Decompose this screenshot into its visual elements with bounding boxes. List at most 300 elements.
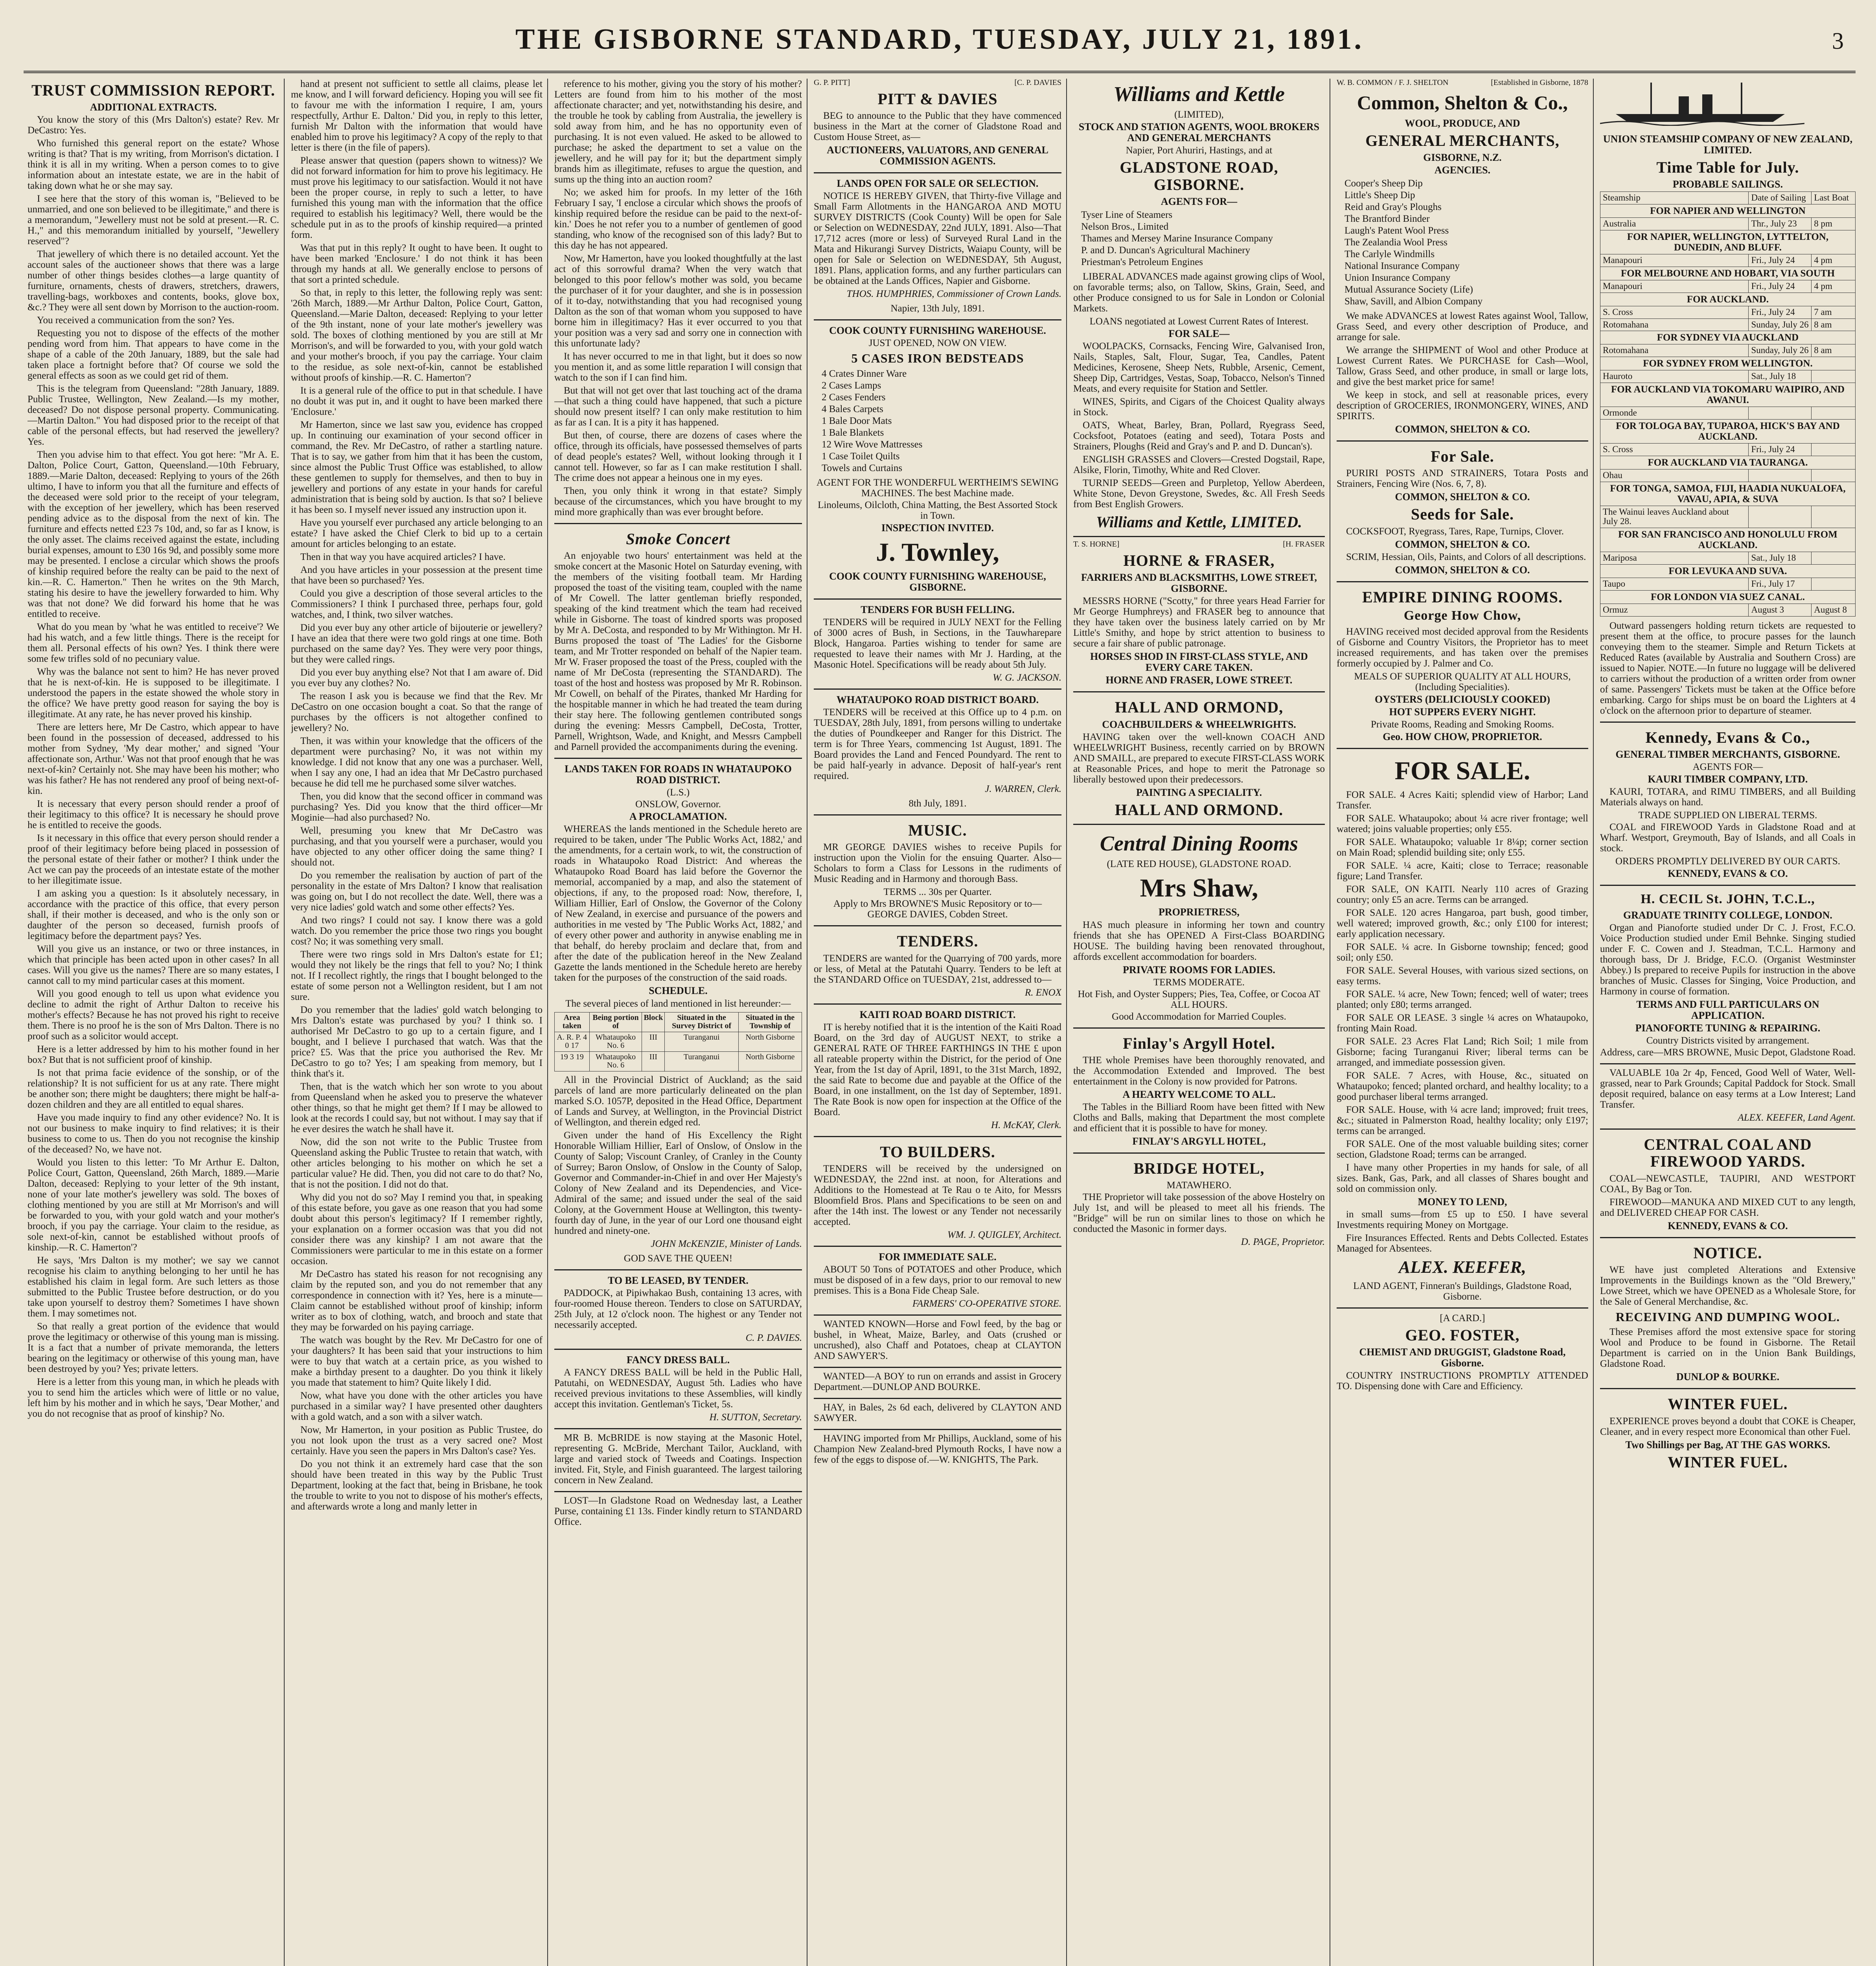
sale-item: FOR SALE. Whataupoko; about ¼ acre river frontage; well watered; joins valuable properties; only £55. [1337, 813, 1588, 835]
paragraph: Do you remember the realisation by auction of part of the personality in the estate of Mrs Dalton? I know that realisation was going on, but I do not recollect the date. Well, there was a very nice ladies' gold watch and some other effects? Yes. [291, 870, 543, 913]
townley-title: J. Townley, [876, 538, 999, 567]
sailing-cell [1812, 443, 1856, 456]
lands-seal: (L.S.) [666, 787, 690, 798]
paragraph: Did you ever buy any other article of bijouterie or jewellery? I have an idea that there were two gold rings at one time. Both purchased on the same day? Yes. They were very poor things, but they were called rings. [291, 622, 543, 665]
fa-welcome: A HEARTY WELCOME TO ALL. [1122, 1088, 1276, 1100]
route-name: FOR SYDNEY FROM WELLINGTON. [1600, 357, 1856, 370]
list-item: 4 Bales Carpets [822, 403, 883, 414]
sale-item: FOR SALE. One of the most valuable building sites; corner section, Gladstone Road; terms can be arranged. [1337, 1139, 1588, 1160]
tenders-text: TENDERS are wanted for the Quarrying of 700 yards, more or less, of Metal at the Patutahi Quarry. Tenders to be left at the STANDARD Office on TUESDAY, 21st, addressed to— [814, 953, 1061, 985]
schedule-table [554, 1012, 802, 1072]
ke-footer: KENNEDY, EVANS & CO. [1668, 868, 1788, 880]
cd-private: PRIVATE ROOMS FOR LADIES. [1123, 964, 1275, 976]
mcbride-ad: MR B. McBRIDE is now staying at the Masonic Hotel, representing G. McBride, Merchant Tailor, Auckland, with large and varied stock of Tweeds and Coatings. Inspection invited. Fit, Style, and Finish guaranteed. The largest tailoring concern in New Zealand. [554, 1432, 802, 1486]
article-body [28, 114, 279, 1419]
paragraph: There were two rings sold in Mrs Dalton's estate for £1; would they not likely be the rings that fell to you? No; I think not. If I recollect rightly, the rings that I bought belonged to the estate of some person not a Wellington resident, but I am not sure. [291, 949, 543, 1002]
wk-agent-list [1081, 210, 1325, 267]
route-heading-row [1600, 383, 1856, 407]
ed-suppers: HOT SUPPERS EVERY NIGHT. [1389, 706, 1536, 718]
schedule-header: Situated in the Township of [738, 1012, 802, 1032]
pitt-header-right: [C. P. DAVIES [1014, 79, 1061, 87]
sailing-cell: Fri., July 24 [1749, 306, 1812, 318]
lost-notice: LOST—In Gladstone Road on Wednesday last, a Leather Purse, containing £1 13s. Finder kindly return to STANDARD Office. [554, 1495, 802, 1528]
wk-loans: LOANS negotiated at Lowest Current Rates of Interest. [1089, 316, 1309, 327]
schedule-cell: North Gisborne [738, 1051, 802, 1071]
paragraph: Then, that is the watch which her son wrote to you about from Queensland when he asked you to preserve the whatever other things, so that he might get them? If I may be allowed to look at the records I could say, but not without. I may say that if he ever desires the watch he shall have it. [291, 1081, 543, 1134]
route-name: FOR TOLOGA BAY, TUPAROA, HICK'S BAY AND AUCKLAND. [1600, 419, 1856, 443]
paragraph: Then in that way you have acquired articles? I have. [300, 552, 506, 562]
sailing-cell: S. Cross [1600, 306, 1749, 318]
cs-title: Common, Shelton & Co., [1357, 91, 1568, 114]
steamship-icon [1600, 79, 1804, 126]
paragraph: I am asking you a question: Is it absolutely necessary, in accordance with the practice of this office, that every person shall, if their mother is deceased, and who is the only son or daughter of the person so deceased, furnish proofs of legitimacy before the department pays? Yes. [28, 888, 279, 942]
ke-trade: TRADE SUPPLIED ON LIBERAL TERMS. [1638, 810, 1817, 821]
god-save-queen: GOD SAVE THE QUEEN! [623, 1253, 733, 1264]
lands-open-signature: THOS. HUMPHRIES, Commissioner of Crown Lands. [846, 289, 1061, 300]
scrim-footer: COMMON, SHELTON & CO. [1395, 564, 1530, 576]
cs-shipment: We arrange the SHIPMENT of Wool and other Produce at Lowest Current Rates. We PURCHASE for Cash—Wool, Tallow, Grass Seed, and other produce, in small or large lots, and give the best market price for same! [1337, 345, 1588, 388]
sailing-cell: Hauroto [1600, 370, 1749, 383]
newspaper-title: THE GISBORNE STANDARD, TUESDAY, JULY 21, 1891. [515, 23, 1364, 55]
paragraph: He says, 'Mrs Dalton is my mother'; we say we cannot recognise his claim to anything belonging to her until he has established his claim in legal form. Are such letters as those submitted to the Public Trustee before destruction, or do you take upon yourself to destroy them? Sometimes I have shown them. I may sometimes not. [28, 1255, 279, 1319]
sailing-cell: Manapouri [1600, 280, 1749, 293]
wk-woolpacks: WOOLPACKS, Cornsacks, Fencing Wire, Galvanised Iron, Nails, Staples, Salt, Flour, Sugar, Tea, Candles, Patent Medicines, Kerosene, Sheep Nets, Rubble, Arsenic, Cement, Sheep Dip, Cartridges, Vestas, Soap, Tobacco, Nelson's Tinned Meats, and every requisite for Station and Settler. [1073, 341, 1325, 394]
pitt-header-left: G. P. PITT] [814, 79, 850, 87]
ed-private: Private Rooms, Reading and Smoking Rooms. [1371, 719, 1554, 730]
winter-fuel-price: Two Shillings per Bag, AT THE GAS WORKS. [1625, 1439, 1830, 1451]
wk-advances: LIBERAL ADVANCES made against growing clips of Wool, on favorable terms; also, on Tallow, Skins, Grain, Seed, and other Produce consigned to us for Sale in London or Colonial Markets. [1073, 271, 1325, 314]
valuable-signature: ALEX. KEEFER, Land Agent. [1738, 1112, 1856, 1123]
cc-title: CENTRAL COAL AND FIREWOOD YARDS. [1644, 1136, 1812, 1171]
paragraph: Would you listen to this letter: 'To Mr Arthur E. Dalton, Police Court, Gatton, Queensland, 26th March, 1889.—Marie Dalton, deceased: Replying to your letter of the 9th instant, none of your late mother's jewellery was sold. The boxes of clothing mentioned by you are still at Mr Morrison's and will be forwarded to you, with your gold watch and your mother's brooch, if you pay the carriage. Your claim to the residue, as sole next-of-kin, cannot be established without proofs of kinship.—R. C. Hamerton'? [28, 1157, 279, 1253]
paragraph: Do you not think it an extremely hard case that the son should have been treated in this way by the Public Trust Department, looking at the fact that, being in Brisbane, he took the trouble to write to you not to dispose of his mother's effects, and afterwards wrote a long and manly letter in [291, 1459, 543, 1512]
paragraph: This is the telegram from Queensland: "28th January, 1889. Public Trustee, Wellington, New Zealand.—Is my mother, deceased? Do not dispose personal property. Communicating.—Martin Dalton." You had disposed prior to the receipt of that cable of the personal effects, but had reserved the jewellery? Yes. [28, 383, 279, 447]
paragraph: Here is a letter from this young man, in which he pleads with you to send him the articles which were of little or no value, left him by his mother and in which he says, 'Dear Mother,' and you do not recognise that as proof of kinship? No. [28, 1377, 279, 1419]
lands-open-date: Napier, 13th July, 1891. [890, 303, 985, 314]
wk-locations: Napier, Port Ahuriri, Hastings, and at [1126, 145, 1273, 156]
sale-item: FOR SALE. ¼ acre. In Gisborne township; fenced; good soil; only £50. [1337, 942, 1588, 963]
sailing-cell [1812, 552, 1856, 565]
page-number: 3 [1832, 28, 1844, 54]
column-4 [814, 79, 1061, 1966]
table-row [1600, 280, 1856, 293]
hf-subtitle: FARRIERS AND BLACKSMITHS, LOWE STREET, GISBORNE. [1081, 571, 1317, 595]
list-item: National Insurance Company [1344, 261, 1460, 272]
concert-text: An enjoyable two hours' entertainment was held at the smoke concert at the Masonic Hotel on Saturday evening, with the members of the visiting football team. Mr Harding proposed the toast of the visiting team, coupled with the name of Mr Cowell. The latter gentleman briefly responded, speaking of the kind treatment which the team had received while in Gisborne. The toast of kindred sports was proposed by Mr A. DeCosta, and responded to by Mr Withington. Mr H. Burns proposed the toast of 'The Ladies' for the Gisborne team, and Mr Trotter responded on behalf of the Napier team. Mr W. Fraser proposed the toast of the Press, coupled with the name of Mr DeCosta (representing the STANDARD). The toast of the host and hostess was proposed by Mr R. Robinson. Mr Cowell, on behalf of the Pirates, thanked Mr Harding for the hospitable manner in which he had treated the team during their stay here. The following gentlemen contributed songs during the evening: Messrs Campbell, DeCosta, Trotter, Parnell, Wrightson, Wade, and Knight, and Messrs Campbell and Parnell provided the accompaniments during the evening. [554, 550, 802, 753]
sale-more: I have many other Properties in my hands for sale, of all sizes. Bank, Gas, Park, and all classes of Shares bought and sold on commission only. [1337, 1162, 1588, 1195]
paragraph: But then, of course, there are dozens of cases where the office, through its officials, have possessed themselves of parts of dead people's estates? Well, without looking through it I cannot tell. However, so far as I can make restitution I shall. The crime does not appear a heinous one in my eyes. [554, 430, 802, 483]
route-heading-row [1600, 456, 1856, 469]
paragraph: The reason I ask you is because we find that the Rev. Mr DeCastro on one occasion bought a coat. So that the range of purchases by the officers is not altogether confined to jewellery? No. [291, 691, 543, 733]
column-5 [1073, 79, 1325, 1966]
ho-title: HALL AND ORMOND, [1115, 698, 1284, 716]
sailing-cell: Sunday, July 26 [1749, 344, 1812, 357]
lands-open-text: NOTICE IS HEREBY GIVEN, that Thirty-five Village and Small Farm Allotments in the HANGAROA AND MOTU SURVEY DISTRICTS (Cook County) Will be open for Sale or Selection on WEDNESDAY, 22nd JULY, 1891. Also—That 17,712 acres (more or less) of Surveyed Rural Land in the Mata and Hikurangi Survey Districts, Waiapu County, will be open for Sale or Selection on WEDNESDAY, 5th August, 1891. Plans, application forms, and any further particulars can be obtained at the Lands Offices, Napier and Gisborne. [814, 191, 1061, 287]
wk-limited: (LIMITED), [1174, 109, 1224, 120]
table-row [1600, 306, 1856, 318]
lands-open-title: LANDS OPEN FOR SALE OR SELECTION. [837, 177, 1039, 189]
list-item: Little's Sheep Dip [1344, 190, 1415, 201]
list-item: Shaw, Savill, and Albion Company [1344, 296, 1483, 307]
sailing-cell: 8 pm [1812, 218, 1856, 230]
sailing-cell: Sat., July 18 [1749, 370, 1812, 383]
paragraph: Now, Mr Hamerton, in your position as Public Trustee, do you not look upon the trust as a very sacred one? Most certainly. Have you seen the papers in Mrs Dalton's case? Yes. [291, 1425, 543, 1456]
lands-title: LANDS TAKEN FOR ROADS IN WHATAUPOKO ROAD DISTRICT. [565, 763, 792, 786]
route-name: FOR TONGA, SAMOA, FIJI, HAADIA NUKUALOFA, VAVAU, APIA, & SUVA [1600, 482, 1856, 506]
for-sale-title: FOR SALE. [1394, 756, 1530, 785]
timetable-title: Time Table for July. [1656, 158, 1799, 177]
sailing-cell: Mariposa [1600, 552, 1749, 565]
column-rule [1593, 79, 1594, 1966]
table-row [1600, 218, 1856, 230]
column-rule [284, 79, 285, 1966]
route-heading-row [1600, 267, 1856, 280]
paragraph: You received a communication from the son? Yes. [37, 315, 235, 326]
scrim-text: SCRIM, Hessian, Oils, Paints, and Colors of all descriptions. [1346, 551, 1586, 562]
kaiti-text: IT is hereby notified that it is the intention of the Kaiti Road Board, on the 3rd day of AUGUST NEXT, to strike a GENERAL RATE OF THREE FARTHINGS IN THE £ upon all rateable property within the District, for the period of One Year, from the 1st day of April, 1891, to the 31st March, 1892, the said Rate to become due and payable at the Office of the Board, in one installment, on the 1st day of September, 1891. The Rate Book is now open for inspection at the Office of the Board. [814, 1022, 1061, 1117]
wool-signature: DUNLOP & BOURKE. [1676, 1371, 1780, 1383]
schedule-header: Block [642, 1012, 665, 1032]
article-body-continued [291, 79, 543, 1512]
sale-item: FOR SALE. 4 Acres Kaiti; splendid view of Harbor; Land Transfer. [1337, 790, 1588, 811]
sale-item: FOR SALE. 7 Acres, with House, &c., situated on Whataupoko; fenced; planted orchard, and healthy locality; to a good purchaser liberal terms arranged. [1337, 1070, 1588, 1103]
sailing-cell: 8 am [1812, 318, 1856, 331]
table-row [1600, 407, 1856, 420]
money-title: MONEY TO LEND, [1418, 1196, 1507, 1208]
route-heading-row [1600, 204, 1856, 218]
paragraph: Did you ever buy anything else? Not that I am aware of. Did you ever buy any clothes? No. [291, 667, 543, 688]
paragraph: Who furnished this general report on the estate? Whose writing is that? That is my writing, from Morrison's dictation. I think it is all in my writing. When a person comes to to give information about an intestate estate, we are in the habit of taking down what he or she may say. [28, 138, 279, 191]
paragraph: It is necessary that every person should render a proof of their legitimacy to this office? It is necessary he should prove he is entitled to receive the goods. [28, 799, 279, 831]
table-row [1600, 254, 1856, 267]
route-heading-row [1600, 230, 1856, 254]
hf-text: MESSRS HORNE ("Scotty," for three years Head Farrier for Mr George Humphreys) and FRASER beg to announce that they have taken over the business lately carried on by Mr Little's Smithy, and hope by strict attention to business to secure a fair share of public patronage. [1073, 596, 1325, 649]
list-item: 2 Cases Fenders [822, 392, 886, 403]
whataupoko-date: 8th July, 1891. [909, 798, 967, 809]
paragraph: That jewellery of which there is no detailed account. Yet the account sales of the auctioneer shows that there was a large number of other things besides clothes—a large quantity of furniture, ornaments, chests of drawers, stretchers, drawers, travelling-bags, workboxes and contents, books, glove box, &c.? They were all sent down by Morrison to the auction-room. [28, 249, 279, 313]
ed-text: HAVING received most decided approval from the Residents of Gisborne and Country Visitors, the Proprietor has to meet increased requirements, and has taken over the premises formerly occupied by J. Palmer and Co. [1337, 626, 1588, 669]
paragraph: Then you advise him to that effect. You got here: "Mr A. E. Dalton, Police Court, Gatton, Queensland.—10th February, 1889.—Marie Dalton, deceased: Replying to yours of the 26th ultimo, I have to inform you that all the furniture and effects of the deceased were sold prior to the receipt of your telegram, with the exception of her jewellery, which has been reserved pending advice as to the disposal from the next of kin. The furniture and effects netted £23 7s 10d, and, so far as I know, is the only asset. The claims received against the estate, including burial expenses, amount to £30 16s 9d, and possibly some more may be presented. I enclose a circular which shows the proofs of kinship required before the realty can be paid to the next of kin.—R. C. Hamerton." Then he writes on the 9th March, stating his desire to have the jewellery forwarded to him. Why was that not done? We did forward his home that he was entitled to receive. [28, 449, 279, 620]
paragraph: Mr DeCastro has stated his reason for not recognising any claim by the reputed son, and you do not remember that any correspondence in connection with it? Yes, here is a minute—Claim cannot be established without proof of kinship; inform writer as to box of clothing, watch, and brooch and state that they may be forwarded on his paying carriage. [291, 1269, 543, 1333]
sailing-cell: Fri., July 24 [1749, 443, 1812, 456]
fa-text: THE whole Premises have been thoroughly renovated, and the Accommodation Extended and Improved. The best entertainment in the Colony is now provided for Patrons. [1073, 1055, 1325, 1087]
ke-agents: AGENTS FOR— [1692, 761, 1763, 772]
sailing-cell [1749, 407, 1812, 420]
sale-item: FOR SALE. Several Houses, with various sized sections, on easy terms. [1337, 965, 1588, 987]
cc-text: COAL—NEWCASTLE, TAUPIRI, AND WESTPORT COAL, By Bag or Ton. [1600, 1173, 1856, 1195]
ke-text: KAURI, TOTARA, and RIMU TIMBERS, and all Building Materials always on hand. [1600, 786, 1856, 808]
lands-governor: ONSLOW, Governor. [635, 799, 721, 810]
sale-item: FOR SALE. 23 Acres Flat Land; Rich Soil; 1 mile from Gisborne; facing Turanganui River; liberal terms can be arranged, and immediate possession given. [1337, 1036, 1588, 1068]
paragraph: Please answer that question (papers shown to witness)? We did not forward information for him to prove his legitimacy. He must prove his legitimacy to our satisfaction. Would it not have been the proper course, in reply to such a letter, to have furnished this young man with the information that the office required to establish his legitimacy? Well, there would be the schedule put in as to the proofs of kinship required—a printed form. [291, 155, 543, 240]
money-text: in small sums—from £5 up to £50. I have several Investments requiring Money on Mortgage. [1337, 1209, 1588, 1231]
bush-signature: W. G. JACKSON. [993, 672, 1061, 683]
music-terms: TERMS ... 30s per Quarter. [883, 887, 992, 898]
hf-title: HORNE & FRASER, [1123, 551, 1275, 569]
paragraph: hand at present not sufficient to settle all claims, please let me know, and I will forward deficiency. Hoping you will see fit to favour me with the information I require, I am, yours respectfully, Arthur E. Dalton.' Did you, in reply to this letter, furnish Mr Dalton with the information that would have enabled him to prove his legitimacy? A copy of the reply to that letter is there (in the file of papers). [291, 79, 543, 153]
sailings-header: Last Boat [1812, 192, 1856, 204]
hay-notice: HAY, in Bales, 2s 6d each, delivered by CLAYTON AND SAWYER. [814, 1402, 1061, 1424]
lands-signature: JOHN McKENZIE, Minister of Lands. [651, 1239, 802, 1250]
cs-header-left: W. B. COMMON / F. J. SHELTON [1337, 79, 1449, 87]
sailing-cell [1749, 469, 1812, 482]
music-text: MR GEORGE DAVIES wishes to receive Pupils for instruction upon the Violin for the ensuing Quarter. Also—Scholars to form a Class for Lessons in the rudiments of Music Reading and in Harmony and thorough Bass. [814, 842, 1061, 885]
keefer-subtitle: LAND AGENT, Finneran's Buildings, Gladstone Road, Gisborne. [1353, 1280, 1572, 1302]
sailing-cell [1812, 370, 1856, 383]
paragraph: Now, did the son not write to the Public Trustee from Queensland asking the Public Trustee to retain that watch, with other articles belonging to his mother on which he set a particular value? He did. Then, you did not care to do that? No, that is not the position. I did not do that. [291, 1137, 543, 1190]
timetable-subtitle: PROBABLE SAILINGS. [1672, 179, 1783, 190]
hc-subtitle: GRADUATE TRINITY COLLEGE, LONDON. [1623, 909, 1832, 921]
list-item: 1 Bale Door Mats [822, 415, 892, 426]
sailing-cell: August 3 [1749, 604, 1812, 616]
music-title: MUSIC. [908, 821, 967, 839]
schedule-header: Area taken [555, 1012, 590, 1032]
list-item: Mutual Assurance Society (Life) [1344, 284, 1473, 295]
wk-title: Williams and Kettle [1113, 82, 1285, 106]
list-item: Priestman's Petroleum Engines [1081, 256, 1203, 267]
whataupoko-signature: J. WARREN, Clerk. [985, 784, 1061, 795]
paragraph: Well, presuming you knew that Mr DeCastro was purchasing, and that you yourself were a purchaser, would you have objected to any other officer doing the same thing? I should not. [291, 825, 543, 868]
cook-lino: Linoleums, Oilcloth, China Matting, the Best Assorted Stock in Town. [818, 499, 1058, 521]
hf-footer: HORNE AND FRASER, LOWE STREET. [1105, 674, 1293, 686]
route-heading-row [1600, 419, 1856, 443]
cd-text: HAS much pleasure in informing her town and country friends that she has OPENED A First-Class BOARDING HOUSE. The building having been renovated throughout, affords excellent accommodation for boarders. [1073, 919, 1325, 962]
cs-agency-list [1344, 178, 1588, 307]
winter-fuel-title: WINTER FUEL. [1668, 1395, 1788, 1413]
paragraph: reference to his mother, giving you the story of his mother? Letters are found from him to his mother of the most affectionate character; and yet, notwithstanding his desire, and the trouble he took by cabling from Australia, the jewellery is sold away from him, and he has no opportunity even of purchasing. It is not even valued. He asked to be allowed to purchase; he asked the department to set a value on the jewellery, and he will pay for it; but the department simply brands him as illegitimate, refuses to argue the question, and sums up the thing into an auction room? [554, 79, 802, 185]
kaiti-title: KAITI ROAD BOARD DISTRICT. [859, 1009, 1016, 1020]
cook-opened: JUST OPENED, NOW ON VIEW. [868, 338, 1007, 349]
cook-invite: INSPECTION INVITED. [881, 522, 994, 534]
ke-kauri: KAURI TIMBER COMPANY, LTD. [1648, 773, 1808, 785]
sailing-cell: Fri., July 17 [1749, 578, 1812, 591]
fs-puriri: PURIRI POSTS AND STRAINERS, Totara Posts and Strainers, Fencing Wire (Nos. 6, 7, 8). [1337, 468, 1588, 490]
wk-for-sale: FOR SALE— [1168, 328, 1230, 339]
ho-text: HAVING taken over the well-known COACH AND WHEELWRIGHT Business, recently carried on by BROWN AND SMAILL, are prepared to execute FIRST-CLASS WORK at Reasonable Prices, and hope to merit the Patronage so liberally bestowed upon their predecessors. [1073, 731, 1325, 785]
proclamation-text: WHEREAS the lands mentioned in the Schedule hereto are required to be taken, under 'The Public Works Act, 1882,' and the amendments, for a certain work, to wit, the construction of roads in Whataupoko Road District: And whereas the Whataupoko Road Board has laid before the Governor the memorial, accompanied by a map, and also the statement of objections, if any, to the proposed road: Now, therefore, I, William Hillier, Earl of Onslow, the Governor of the Colony of New Zealand, in exercise and pursuance of the powers and authorities in me vested by 'The Public Works Act, 1882,' and of every other power and authority in anywise enabling me in that behalf, do hereby proclaim and declare that, from and after the date of the publication hereof in the New Zealand Gazette the lands mentioned in the Schedule hereto are hereby taken for the purposes of the construction of the said roads. [554, 824, 802, 983]
foster-card: [A CARD.] [1440, 1313, 1485, 1324]
sailing-cell: Rotomahana [1600, 344, 1749, 357]
sailing-cell: S. Cross [1600, 443, 1749, 456]
winter-fuel-footer: WINTER FUEL. [1668, 1453, 1788, 1471]
music-apply: Apply to Mrs BROWNE'S Music Repository or to—GEORGE DAVIES, Cobden Street. [833, 898, 1042, 920]
table-row [1600, 578, 1856, 591]
hc-tuning: PIANOFORTE TUNING & REPAIRING. [1635, 1022, 1821, 1034]
sailing-cell [1749, 506, 1812, 528]
article-subtitle: ADDITIONAL EXTRACTS. [90, 101, 217, 113]
pitt-title: PITT & DAVIES [877, 90, 998, 108]
cs-general-merchants: GENERAL MERCHANTS, [1365, 131, 1560, 149]
cd-name: Mrs Shaw, [1140, 874, 1258, 903]
cs-location: GISBORNE, N.Z. [1423, 151, 1502, 163]
tenders-title: TENDERS. [897, 932, 978, 950]
schedule-header: Being portion of [589, 1012, 642, 1032]
paragraph: I see here that the story of this woman is, "Believed to be unmarried, and one son believed to be illegitimate," and there is a memorandum, "Jewellery must not be sold at present.—R. C. H.," and this memorandum initialled by yourself, "Jewellery reserved"? [28, 193, 279, 247]
insurance-text: Fire Insurances Effected. Rents and Debts Collected. Estates Managed for Absentees. [1337, 1233, 1588, 1254]
schedule-cell: Turanganui [665, 1051, 739, 1071]
list-item: Cooper's Sheep Dip [1344, 178, 1423, 189]
sailing-cell: August 8 [1812, 604, 1856, 616]
route-heading-row [1600, 590, 1856, 604]
sailing-cell: Ohau [1600, 469, 1749, 482]
sailing-cell: Fri., July 24 [1749, 254, 1812, 267]
cc-wood: FIREWOOD—MANUKA AND MIXED CUT to any length, and DELIVERED CHEAP FOR CASH. [1600, 1197, 1856, 1218]
hc-country: Country Districts visited by arrangement. [1646, 1035, 1810, 1046]
bh-signature: D. PAGE, Proprietor. [1241, 1237, 1325, 1248]
schedule-cell: III [642, 1051, 665, 1071]
cd-proprietress: PROPRIETRESS, [1159, 906, 1240, 918]
sale-item: FOR SALE. ¼ acre, Kaiti; close to Terrace; reasonable figure; Land Transfer. [1337, 860, 1588, 882]
paragraph: It has never occurred to me in that light, but it does so now you mention it, and as some little reparation I will consign that watch to the son if I can find him. [554, 351, 802, 383]
whataupoko-title: WHATAUPOKO ROAD DISTRICT BOARD. [836, 694, 1039, 706]
sailing-cell: Sunday, July 26 [1749, 318, 1812, 331]
pitt-text: BEG to announce to the Public that they have commenced business in the Mart at the corner of Gladstone Road and Custom House Street, as— [814, 110, 1061, 142]
list-item: Laugh's Patent Wool Press [1344, 225, 1449, 236]
wk-agents-title: AGENTS FOR— [1161, 195, 1238, 207]
hc-terms: TERMS AND FULL PARTICULARS ON APPLICATION. [1636, 998, 1819, 1021]
sale-item: FOR SALE. 120 acres Hangaroa, part bush, good timber, well watered; improved growth, &c.; only £100 for interest; early application necessary. [1337, 908, 1588, 940]
cd-hot: Hot Fish, and Oyster Suppers; Pies, Tea, Coffee, or Cocoa AT ALL HOURS. [1078, 989, 1321, 1010]
notice-title: NOTICE. [1693, 1244, 1762, 1262]
column-2 [291, 79, 543, 1966]
bh-location: MATAWHERO. [1166, 1180, 1232, 1191]
sale-item: FOR SALE. Whataupoko; valuable 1r 8¼p; corner section on Main Road; splendid building site; only £55. [1337, 837, 1588, 858]
builders-title: TO BUILDERS. [880, 1143, 995, 1161]
paragraph: Have you made inquiry to find any other evidence? No. It is not our business to make inquiry to find relatives; it is their business to come to us. Then do you not recognise the kinship of the deceased? No, we have not. [28, 1112, 279, 1155]
route-heading-row [1600, 331, 1856, 344]
sailing-cell [1812, 407, 1856, 420]
lease-text: PADDOCK, at Pipiwhakao Bush, containing 13 acres, with four-roomed House thereon. Tenders to close on SATURDAY, 25th July, at 12 o'clock noon. The highest or any Tender not necessarily accepted. [554, 1288, 802, 1331]
cd-terms: TERMS MODERATE. [1153, 977, 1245, 988]
paragraph: Was that put in this reply? It ought to have been. It ought to have been marked 'Enclosure.' I do not think it has been through my hands at all. We generally enclose to persons of that sort a printed schedule. [291, 243, 543, 285]
immediate-sale-text: ABOUT 50 Tons of POTATOES and other Produce, which must be disposed of in a few days, prior to our removal to new premises. This is a Bona Fide Cheap Sale. [814, 1264, 1061, 1296]
ho-subtitle: COACHBUILDERS & WHEELWRIGHTS. [1102, 718, 1296, 730]
sailings-header: Steamship [1600, 192, 1749, 204]
seeds-title: Seeds for Sale. [1411, 505, 1514, 523]
ball-signature: H. SUTTON, Secretary. [709, 1412, 802, 1423]
wanted-boy: WANTED—A BOY to run on errands and assist in Grocery Department.—DUNLOP AND BOURKE. [814, 1371, 1061, 1393]
notice-text: WE have just completed Alterations and Extensive Improvements in the Buildings known as the "Old Brewery," Lowe Street, which we have OPENED as a Wholesale Store, for the Sale of General Merchandise, &c. [1600, 1264, 1856, 1307]
valuable-text: VALUABLE 10a 2r 4p, Fenced, Good Well of Water, Well-grassed, near to Park Grounds; Capital Paddock for Stock. Small deposit required, balance on easy terms at a Low Interest; Land Transfer. [1600, 1068, 1856, 1110]
whataupoko-text: TENDERS will be received at this Office up to 4 p.m. on TUESDAY, 28th July, 1891, from persons willing to undertake the duties of Poundkeeper and Ranger for this District. The term is for Three Years, commencing 1st August, 1891. The Board provides the Land and Fenced Poundyard. The rent to be paid half-yearly in advance. Deposit of half-year's rent required. [814, 707, 1061, 782]
sailing-cell: Rotomahana [1600, 318, 1749, 331]
cook-item-list [822, 368, 1061, 473]
cd-title: Central Dining Rooms [1100, 831, 1298, 855]
cd-good: Good Accommodation for Married Couples. [1112, 1011, 1286, 1022]
kaiti-signature: H. McKAY, Clerk. [991, 1119, 1061, 1130]
route-heading-row [1600, 528, 1856, 552]
table-row [1600, 469, 1856, 482]
paragraph: Now, what have you done with the other articles you have purchased in a similar way? I have presented other daughters with a gold watch, and a son with a silver watch. [291, 1390, 543, 1422]
lands-footer: Given under the hand of His Excellency the Right Honorable William Hillier, Earl of Onslow, of Onslow in the County of Salop; Viscount Cranley, of Cranley in the County of Surrey; Baron Onslow, of Onslow in the County of Salop, Governor and Commander-in-Chief in and over Her Majesty's Colony of New Zealand and its Dependencies, and Vice-Admiral of the same; and issued under the seal of the said Colony, at the Government House at Wellington, this twenty-fourth day of June, in the year of our Lord one thousand eight hundred and ninety-one. [554, 1130, 802, 1237]
paragraph: Do you remember that the ladies' gold watch belonging to Mrs Dalton's estate was purchased by you? I think so. I authorised Mr DeCastro to go up to a certain figure, and I bought, and I believe I purchased that watch. Was that the price? £5. Was that the price you authorised the Rev. Mr DeCastro to go to? Yes; I am speaking from memory, but I think that's it. [291, 1005, 543, 1079]
pitt-header [814, 79, 1061, 87]
sailing-cell: Thr., July 23 [1749, 218, 1812, 230]
list-item: P. and D. Duncan's Agricultural Machinery [1081, 245, 1251, 256]
list-item: Reid and Gray's Ploughs [1344, 202, 1442, 213]
seeds-footer: COMMON, SHELTON & CO. [1395, 538, 1530, 550]
column-7 [1600, 79, 1856, 1966]
table-row [1600, 443, 1856, 456]
table-row [1600, 552, 1856, 565]
schedule-cell: North Gisborne [738, 1032, 802, 1051]
hc-title: H. CECIL St. JOHN, T.C.L., [1641, 892, 1815, 907]
fs-title: For Sale. [1431, 447, 1494, 466]
immediate-sale-signature: FARMERS' CO-OPERATIVE STORE. [912, 1298, 1061, 1309]
ball-text: A FANCY DRESS BALL will be held in the Public Hall, Patutahi, on WEDNESDAY, August 5th. Ladies who have received previous invitations to these Assemblies, will kindly accept this invitation. Gentleman's Ticket, 5s. [554, 1367, 802, 1410]
cs-stock: We keep in stock, and sell at reasonable prices, every description of GROCERIES, IRONMONGERY, WINES, AND SPIRITS. [1337, 390, 1588, 422]
paragraph: Here is a letter addressed by him to his mother found in her box? But that is not sufficient proof of kinship. [28, 1044, 279, 1066]
paragraph: Then, you only think it wrong in that estate? Simply because of the circumstances, which you have brought to my mind more graphically than was ever brought before. [554, 486, 802, 517]
list-item: 12 Wire Wove Mattresses [822, 439, 923, 450]
list-item: Thames and Mersey Marine Insurance Company [1081, 233, 1273, 244]
route-name: FOR SAN FRANCISCO AND HONOLULU FROM AUCKLAND. [1600, 528, 1856, 552]
hc-address: Address, care—MRS BROWNE, Music Depot, Gladstone Road. [1600, 1047, 1856, 1058]
list-item: Towels and Curtains [822, 462, 903, 473]
builders-text: TENDERS will be received by the undersigned on WEDNESDAY, the 22nd inst. at noon, for Alterations and Additions to the Homestead at Te Rau o te Aito, for Messrs Bloomfield Bros. Plans and Specifications to be seen on and after the 14th inst. The lowest or any Tender not necessarily accepted. [814, 1163, 1061, 1227]
foster-subtitle: CHEMIST AND DRUGGIST, Gladstone Road, Gisborne. [1359, 1346, 1566, 1369]
proclamation-title: A PROCLAMATION. [629, 811, 727, 823]
foster-text: COUNTRY INSTRUCTIONS PROMPTLY ATTENDED TO. Dispensing done with Care and Efficiency. [1337, 1370, 1588, 1392]
sailing-cell: 4 pm [1812, 280, 1856, 293]
cs-agencies-title: AGENCIES. [1434, 164, 1491, 176]
concert-title: Smoke Concert [626, 530, 730, 548]
hf-header-right: [H. FRASER [1283, 540, 1325, 549]
column-6 [1337, 79, 1588, 1966]
table-row [555, 1051, 802, 1071]
schedule-cell: 19 3 19 [555, 1051, 590, 1071]
route-name: FOR LEVUKA AND SUVA. [1600, 565, 1856, 578]
lease-signature: C. P. DAVIES. [745, 1333, 802, 1344]
paragraph: Is not that prima facie evidence of the sonship, or of the relationship? It is not sufficient for us at any rate. There might be another son; there might be daughters; there might be half-a-dozen children and they are all entitled to equal shares. [28, 1068, 279, 1110]
cs-footer: COMMON, SHELTON & CO. [1395, 423, 1530, 435]
bush-title: TENDERS FOR BUSH FELLING. [861, 604, 1015, 616]
table-row [1600, 506, 1856, 528]
route-name: FOR MELBOURNE AND HOBART, VIA SOUTH [1600, 267, 1856, 280]
sailing-cell: Fri., July 24 [1749, 280, 1812, 293]
wk-turnips: TURNIP SEEDS—Green and Purpletop, Yellow Aberdeen, White Stone, Devon Greystone, Swedes, &c. All Fresh Seeds from Best English Growers. [1073, 478, 1325, 510]
sailings-header: Date of Sailing [1749, 192, 1812, 204]
ball-title: FANCY DRESS BALL. [626, 1354, 730, 1366]
column-rule [1066, 79, 1067, 1966]
cs-header [1337, 79, 1588, 87]
ed-oysters: OYSTERS (DELICIOUSLY COOKED) [1375, 693, 1550, 705]
sailing-cell: Manapouri [1600, 254, 1749, 267]
cook-agent: AGENT FOR THE WONDERFUL WERTHEIM'S SEWING MACHINES. The best Machine made. [816, 477, 1059, 499]
table-row [1600, 604, 1856, 616]
sale-item: FOR SALE, ON KAITI. Nearly 110 acres of Grazing country; only £5 an acre. Terms can be arranged. [1337, 884, 1588, 906]
fa-tables: The Tables in the Billiard Room have been fitted with New Cloths and Balls, making that Department the most complete and efficient that it is possible to have for money. [1073, 1101, 1325, 1134]
cook-title: COOK COUNTY FURNISHING WAREHOUSE. [829, 325, 1046, 337]
paragraph: Will you give us an instance, or two or three instances, in which that principle has been acted upon in other cases? In all cases. Will you give us the names? There are so many estates, I cannot call to my mind particular cases at this moment. [28, 944, 279, 987]
schedule-header: Situated in the Survey District of [665, 1012, 739, 1032]
paragraph: So that really a great portion of the evidence that would prove the legitimacy or otherwise of this young man is missing. It is a fact that a number of private memoranda, the letters bearing on the legitimacy or otherwise of this young man, have been destroyed by you? Yes; private letters. [28, 1321, 279, 1375]
ed-title: EMPIRE DINING ROOMS. [1362, 588, 1563, 606]
table-row [1600, 344, 1856, 357]
cd-subtitle: (LATE RED HOUSE), GLADSTONE ROAD. [1107, 859, 1291, 870]
paragraph: You know the story of this (Mrs Dalton's) estate? Rev. Mr DeCastro: Yes. [28, 114, 279, 136]
list-item: 1 Case Toilet Quilts [822, 451, 900, 462]
cs-advances: We make ADVANCES at lowest Rates against Wool, Tallow, Grass Seed, and every other description of Produce, and arrange for sale. [1337, 311, 1588, 343]
paragraph: And you have articles in your possession at the present time that have been so purchased? Yes. [291, 565, 543, 586]
hf-header-left: T. S. HORNE] [1073, 540, 1120, 549]
winter-fuel-text: EXPERIENCE proves beyond a doubt that COKE is Cheaper, Cleaner, and in every respect more Economical than other Fuel. [1600, 1416, 1856, 1437]
article-body-end [554, 79, 802, 517]
sailing-cell: Australia [1600, 218, 1749, 230]
paragraph: Then, it was within your knowledge that the officers of the department were purchasing? No, it was not within my knowledge. I did not know that any one was a purchaser. Well, when I say any one, I had an idea that Mr DeCastro purchased because he did tell me he purchased some silver watches. [291, 736, 543, 789]
sale-item: FOR SALE OR LEASE. 3 single ¼ acres on Whataupoko, fronting Main Road. [1337, 1012, 1588, 1034]
paragraph: Why was the balance not sent to him? He has never proved that he is next-of-kin. He is supposed to be illegitimate. I understood the papers in the estate showed the whole story in the office? We have pretty good reason for saying the boy is illegitimate. At any rate, he has never proved his kinship. [28, 666, 279, 720]
